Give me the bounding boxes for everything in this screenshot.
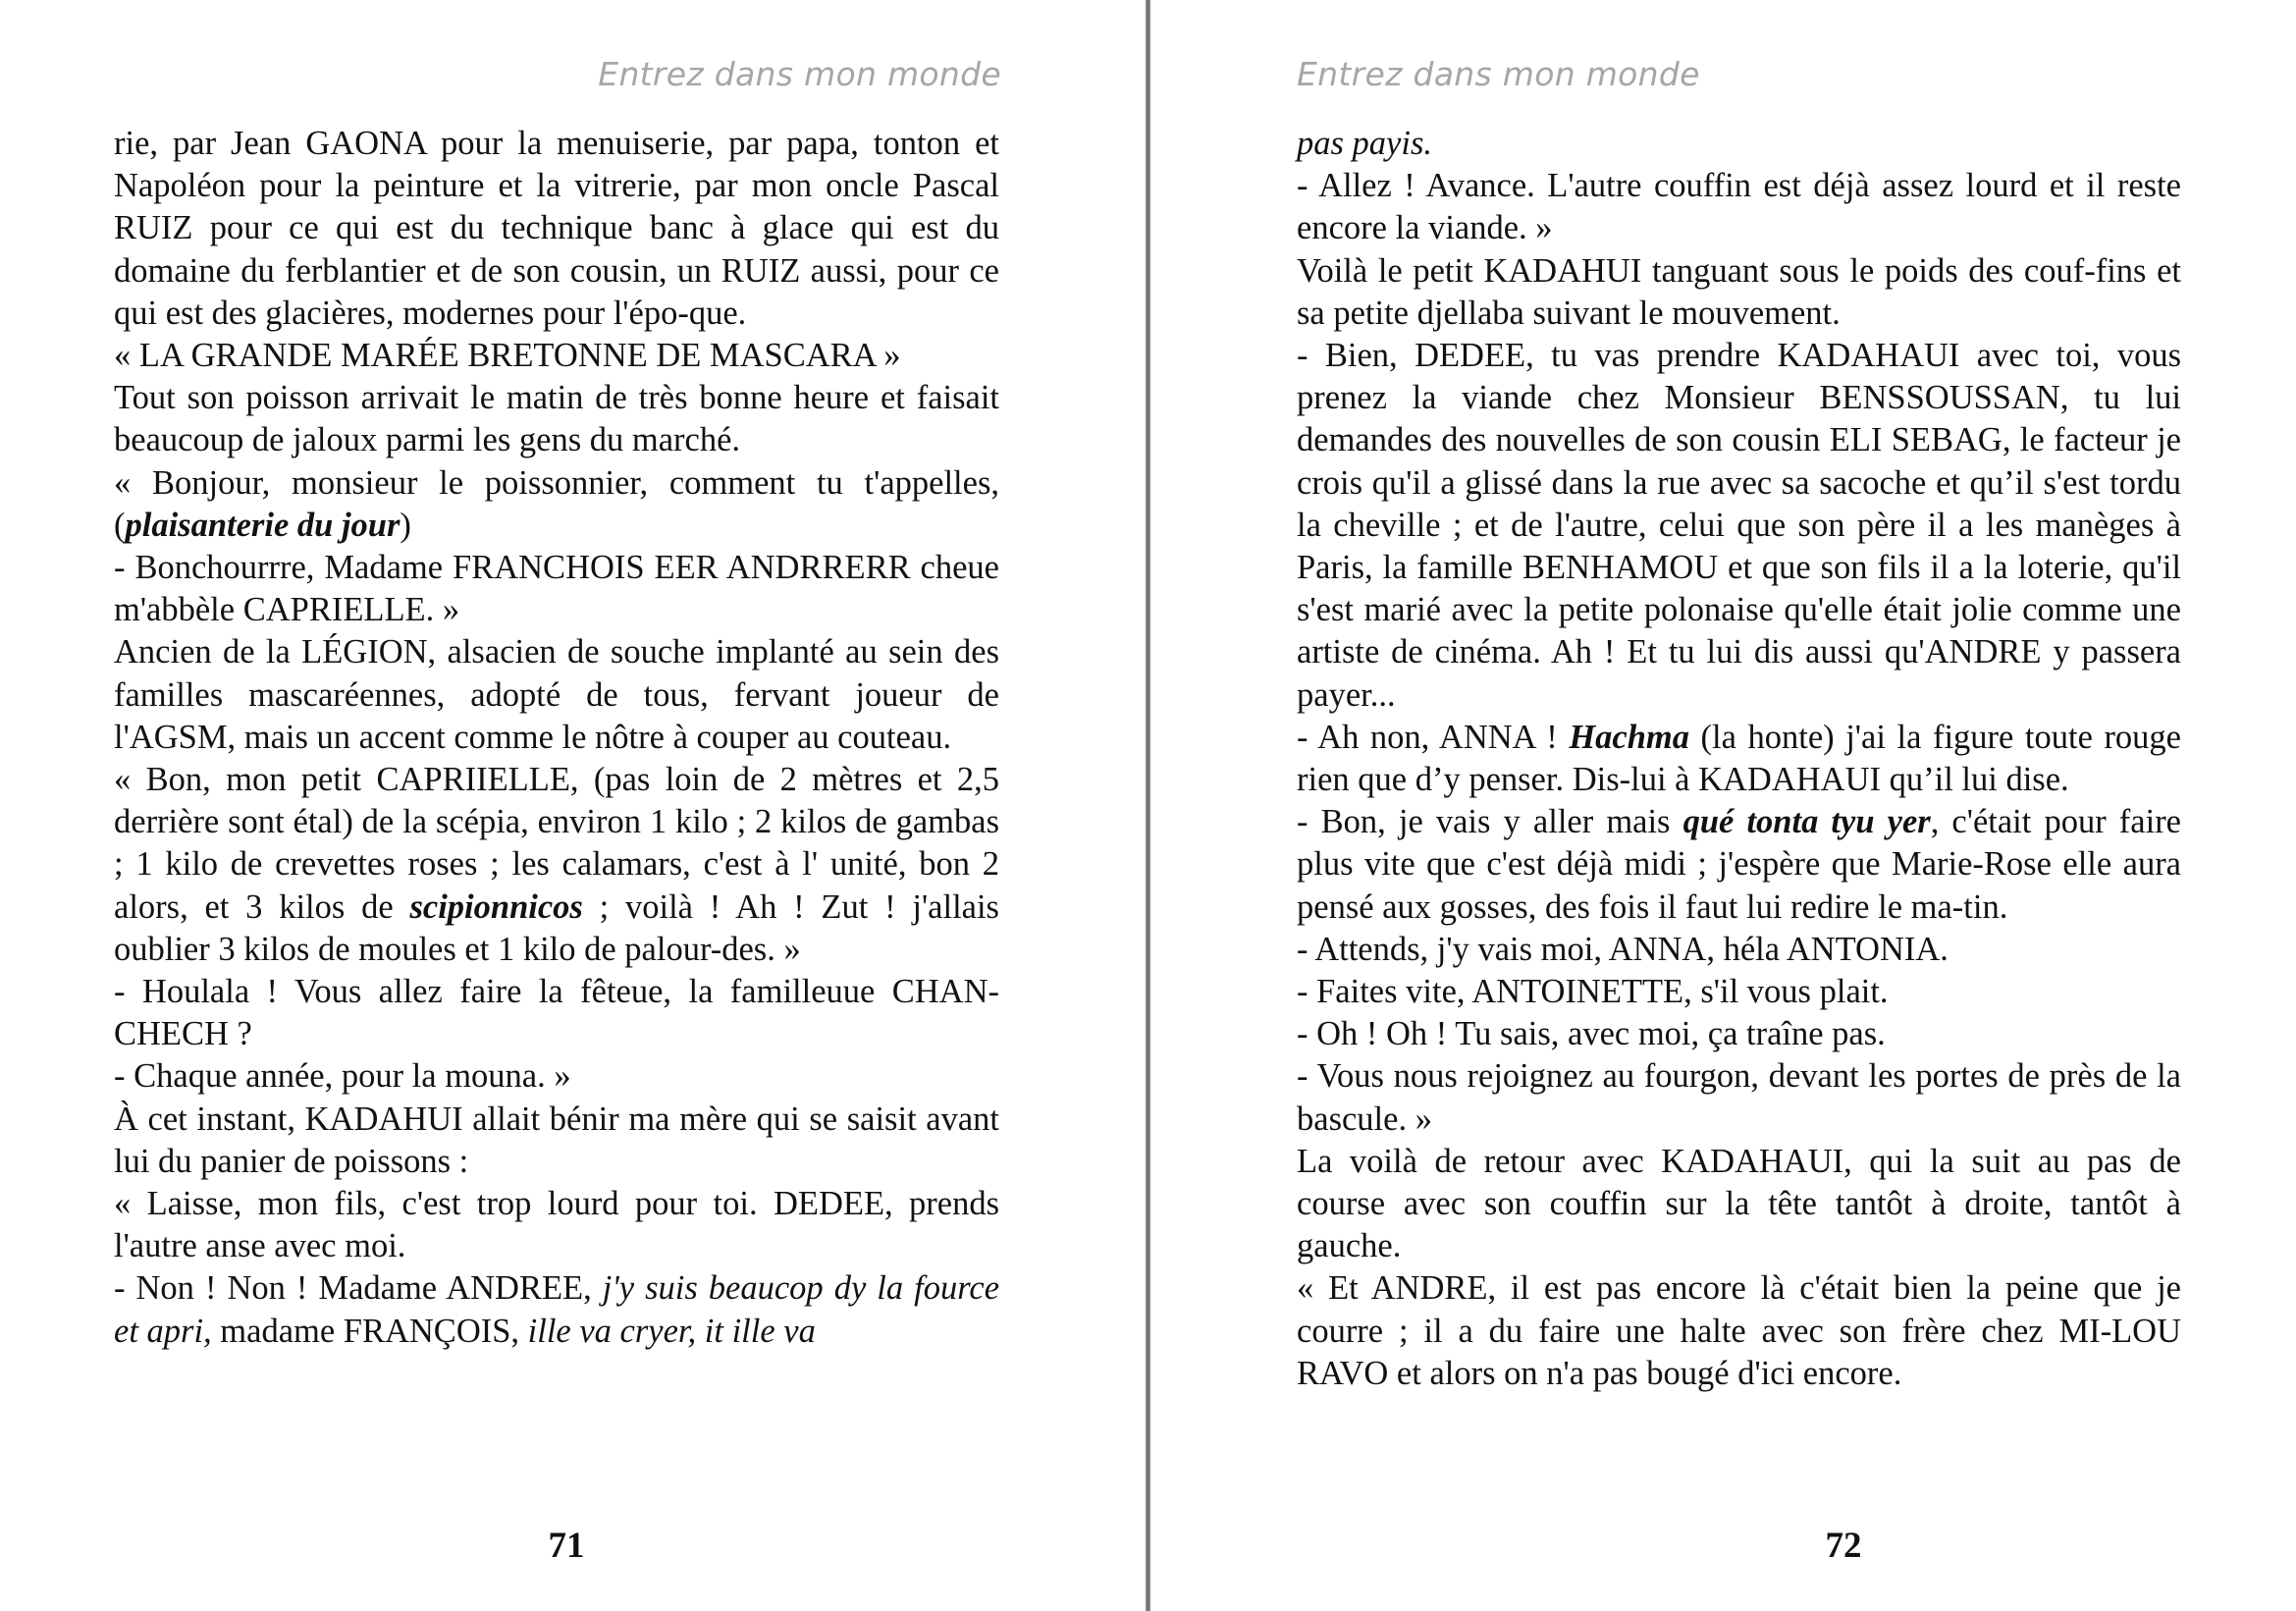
text-run: - Bien, DEDEE, tu vas prendre KADAHAUI avec toi, vous prenez la viande chez Monsieur BENSSOUSSAN, tu lui demandes des nouvelles de son cousin ELI SEBAG, le facteur je crois qu'il a glissé dans la rue avec sa sacoche et qu’il s'est tordu la cheville ; et de l'autre, celui que son père il a les manèges à Paris, la famille BENHAMOU et que son fils il a la loterie, qu'il s'est marié avec la petite polonaise qu'elle était jolie comme une artiste de cinéma. Ah ! Et tu lui dis aussi qu'ANDRE y passera payer...	[1297, 337, 2181, 714]
emphasis: Hachma	[1569, 718, 1689, 756]
bold-italic-phrase	[126, 507, 400, 544]
italic-phrase: j'y suis beaucop dy la fource et apri,	[114, 1269, 1000, 1350]
text-run: madame FRANÇOIS,	[211, 1312, 528, 1350]
paragraph	[114, 547, 999, 631]
text-run: - Faites vite, ANTOINETTE, s'il vous plait.	[1297, 973, 1889, 1011]
bold-italic-phrase	[1683, 803, 1931, 840]
left-page	[0, 0, 1147, 1611]
text-run: - Chaque année, pour la mouna. »	[114, 1057, 571, 1096]
paragraph	[1297, 165, 2181, 249]
text-run: , c'était pour faire plus vite que c'est déjà midi ; j'espère que Marie-Rose elle aura pensé aux gosses, des fois il faut lui redire le ma-tin.	[1297, 803, 2181, 926]
text-run: « Laisse, mon fils, c'est trop lourd pour toi. DEDEE, prends l'autre anse avec moi.	[114, 1185, 999, 1265]
text-run: « LA GRANDE MARÉE BRETONNE DE MASCARA »	[114, 337, 901, 375]
running-head: Entrez dans mon monde	[1297, 55, 1700, 93]
paragraph	[114, 1055, 999, 1098]
text-run: Tout son poisson arrivait le matin de très bonne heure et faisait beaucoup de jaloux parmi les gens du marché.	[114, 379, 999, 459]
text-run: « Bonjour, monsieur le poissonnier, comment tu t'appelles, (	[114, 463, 999, 544]
text-run: - Bon, je vais y aller mais	[1297, 803, 1683, 841]
emphasis: plaisanterie du jour	[125, 506, 400, 544]
paragraph	[1297, 250, 2181, 335]
paragraph	[114, 1183, 999, 1267]
text-run: - Ah non, ANNA !	[1297, 718, 1570, 756]
emphasis: qué tonta tyu yer	[1682, 803, 1931, 841]
paragraph	[114, 335, 999, 377]
paragraph	[114, 1099, 999, 1183]
text-run: - Houlala ! Vous allez faire la fêteue, la familleuue CHAN-CHECH ?	[114, 973, 999, 1053]
paragraph	[114, 377, 999, 461]
text-run: - Oh ! Oh ! Tu sais, avec moi, ça traîne pas.	[1297, 1015, 1886, 1053]
page-number: 71	[548, 1526, 585, 1566]
paragraph	[1297, 335, 2181, 717]
running-head: Entrez dans mon monde	[598, 55, 1001, 93]
text-run: rie, par Jean GAONA pour la menuiserie, par papa, tonton et Napoléon pour la peinture et la vitrerie, par mon oncle Pascal RUIZ pour ce qui est du technique banc à glace qui est du domaine du ferblantier et de son cousin, un RUIZ aussi, pour ce qui est des glacières, modernes pour l'épo-que.	[114, 125, 999, 332]
paragraph	[1297, 123, 2181, 165]
italic-phrase: pas payis.	[1297, 125, 1432, 162]
paragraph	[1297, 929, 2181, 971]
emphasis: scipionnicos	[409, 887, 583, 926]
paragraph	[1297, 1267, 2181, 1395]
text-run: ; voilà ! Ah ! Zut ! j'allais oublier 3 kilos de moules et 1 kilo de palour-des. »	[114, 887, 999, 968]
paragraph	[114, 462, 999, 547]
paragraph	[114, 123, 999, 335]
text-run: - Attends, j'y vais moi, ANNA, héla ANTONIA.	[1297, 930, 1949, 968]
italic-phrase: ille va cryer, it ille va	[527, 1312, 816, 1350]
page-number: 72	[1825, 1526, 1862, 1566]
bold-italic-phrase	[1569, 719, 1689, 756]
body-text	[1297, 123, 2181, 1395]
text-run: - Non ! Non ! Madame ANDREE,	[114, 1269, 603, 1308]
paragraph	[1297, 1141, 2181, 1268]
text-run: À cet instant, KADAHUI allait bénir ma mère qui se saisit avant lui du panier de poissons :	[114, 1100, 999, 1180]
text-run: La voilà de retour avec KADAHAUI, qui la suit au pas de course avec son couffin sur la tête tantôt à droite, tantôt à gauche.	[1297, 1142, 2181, 1265]
text-run: « Bon, mon petit CAPRIIELLE, (pas loin de 2 mètres et 2,5 derrière sont étal) de la scépia, environ 1 kilo ; 2 kilos de gambas ; 1 kilo de crevettes roses ; les calamars, c'est à l' unité, bon 2 alors, et 3 kilos de	[114, 761, 999, 926]
paragraph	[114, 631, 999, 759]
paragraph	[1297, 717, 2181, 801]
text-run: Ancien de la LÉGION, alsacien de souche implanté au sein des familles mascaréennes, adopté de tous, fervant joueur de l'AGSM, mais un accent comme le nôtre à couper au couteau.	[114, 633, 999, 756]
paragraph	[114, 971, 999, 1055]
text-run: - Vous nous rejoignez au fourgon, devant les portes de près de la bascule. »	[1297, 1057, 2181, 1138]
text-run: - Allez ! Avance. L'autre couffin est déjà assez lourd et il reste encore la viande. »	[1297, 167, 2181, 247]
text-run: « Et ANDRE, il est pas encore là c'était bien la peine que je courre ; il a du faire une halte avec son frère chez MI-LOU RAVO et alors on n'a pas bougé d'ici encore.	[1297, 1269, 2181, 1392]
paragraph	[1297, 801, 2181, 929]
text-run: (la honte) j'ai la figure toute rouge rien que d’y penser. Dis-lui à KADAHAUI qu’il lui dise.	[1297, 718, 2181, 799]
text-run: )	[400, 506, 411, 544]
paragraph	[114, 759, 999, 971]
bold-italic-phrase	[409, 888, 582, 926]
body-text	[114, 123, 999, 1353]
right-page	[1150, 0, 2296, 1611]
text-run: Voilà le petit KADAHUI tanguant sous le poids des couf-fins et sa petite djellaba suivant le mouvement.	[1297, 251, 2181, 332]
paragraph	[1297, 1013, 2181, 1055]
paragraph	[114, 1267, 999, 1352]
paragraph	[1297, 1055, 2181, 1140]
paragraph	[1297, 971, 2181, 1013]
text-run: - Bonchourrre, Madame FRANCHOIS EER ANDRRERR cheue m'abbèle CAPRIELLE. »	[114, 549, 999, 629]
